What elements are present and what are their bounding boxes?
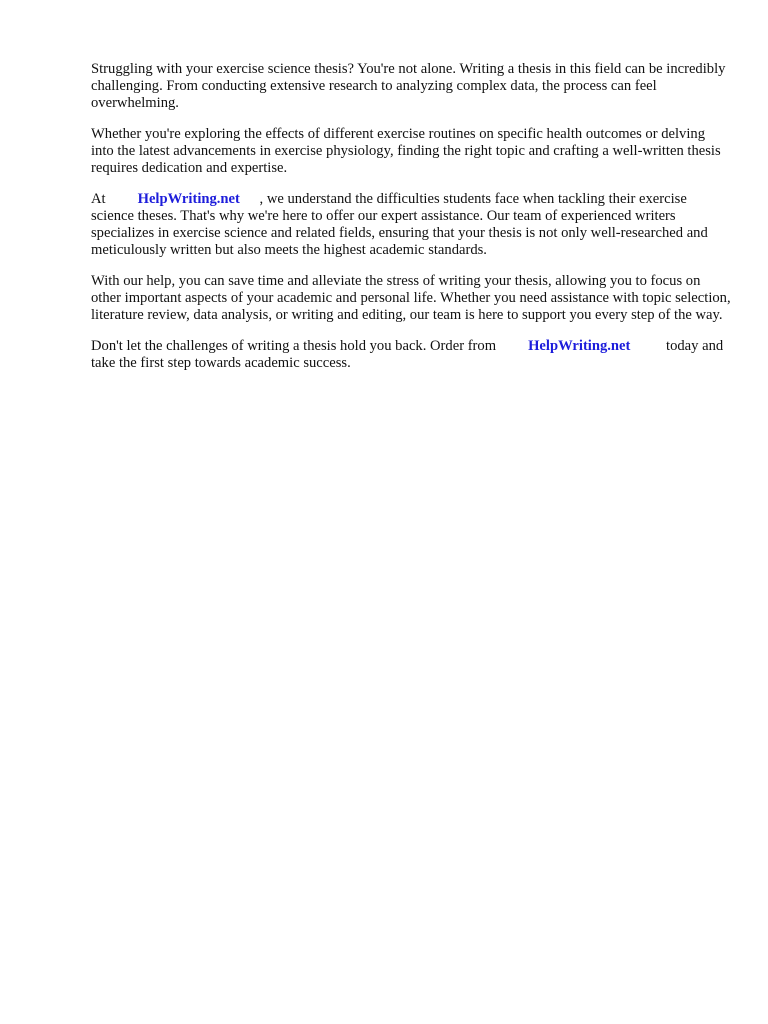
- paragraph-cta: [91, 338, 731, 372]
- paragraph-service-lead: At: [91, 191, 106, 207]
- paragraph-cta-lead: Don't let the challenges of writing a thesis hold you back. Order from: [91, 338, 497, 354]
- helpwriting-link-1[interactable]: HelpWriting.net: [137, 191, 240, 207]
- paragraph-intro: Struggling with your exercise science thesis? You're not alone. Writing a thesis in this field can be incredibly challenging. From conducting extensive research to analyzing complex data, the process can feel overwhelming.: [91, 61, 726, 111]
- paragraph-cta-rest: today and take the first step towards academic success.: [91, 338, 724, 371]
- document-body: [91, 61, 731, 386]
- paragraph-service: [91, 191, 731, 259]
- helpwriting-link-2[interactable]: HelpWriting.net: [528, 338, 631, 354]
- paragraph-topics: Whether you're exploring the effects of different exercise routines on specific health outcomes or delving into the latest advancements in exercise physiology, finding the right topic and crafting a well-written thesis requires dedication and expertise.: [91, 126, 721, 176]
- paragraph-service-rest: , we understand the difficulties students face when tackling their exercise science theses. That's why we're here to offer our expert assistance. Our team of experienced writers specializes in exercise science and related fields, ensuring that your thesis is not only well-researched and meticulously written but also meets the highest academic standards.: [91, 191, 708, 258]
- paragraph-benefits: With our help, you can save time and alleviate the stress of writing your thesis, allowing you to focus on other important aspects of your academic and personal life. Whether you need assistance with topic selection, literature review, data analysis, or writing and editing, our team is here to support you every step of the way.: [91, 273, 731, 323]
